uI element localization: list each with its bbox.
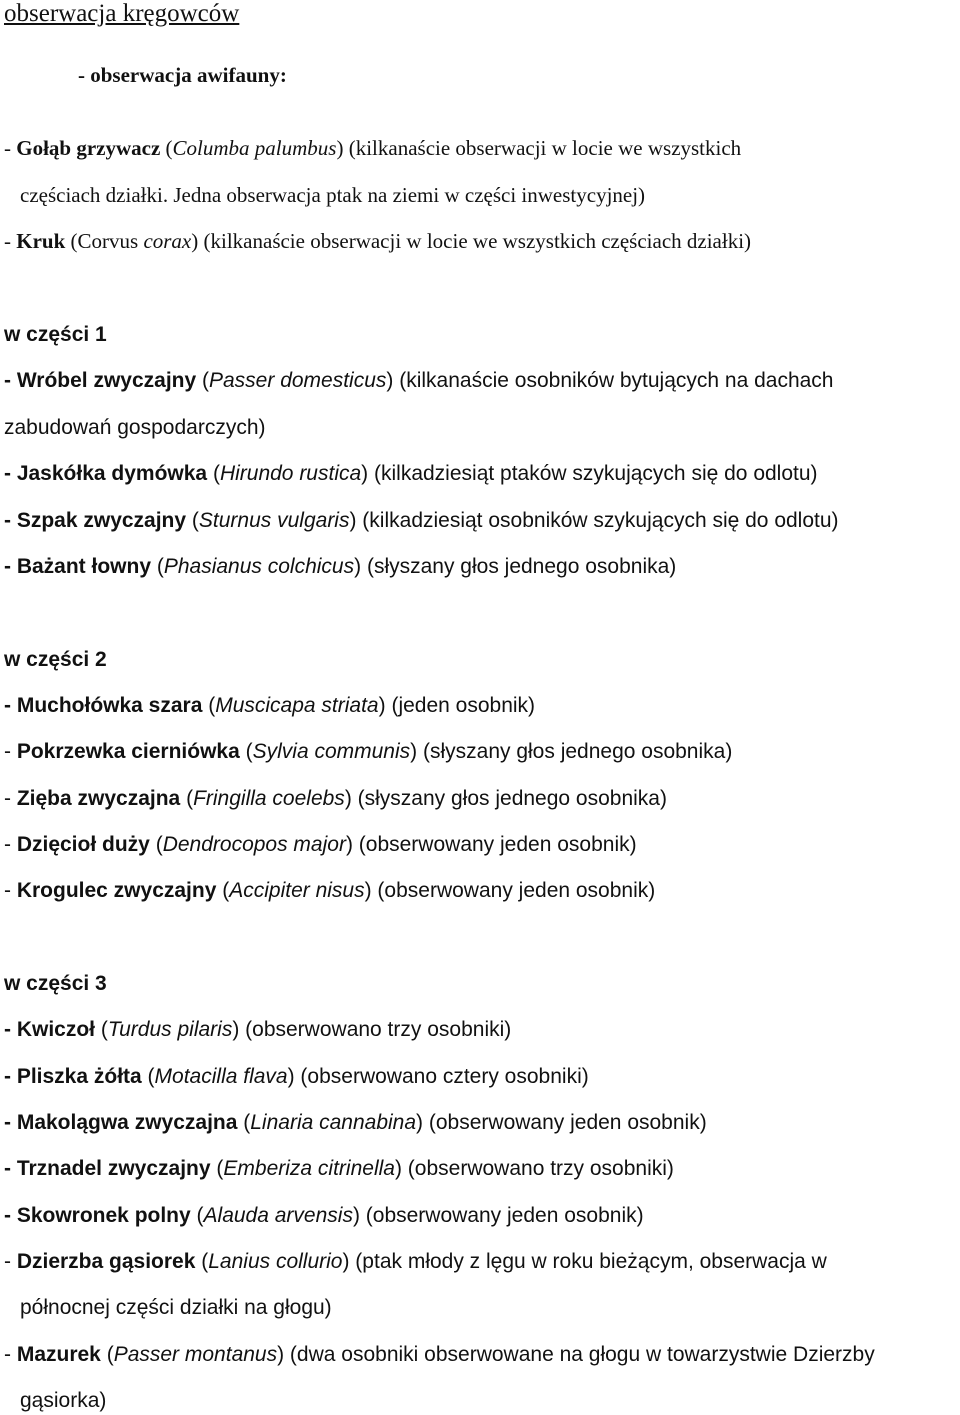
species-entry — [4, 831, 637, 859]
species-name: Dzierzba gąsiorek — [16, 1250, 196, 1273]
species-name: Muchołówka szara — [16, 694, 203, 717]
species-name: Wróbel zwyczajny — [16, 369, 197, 392]
species-name: Pokrzewka cierniówka — [16, 740, 240, 763]
species-entry — [4, 1341, 875, 1369]
entry-note: ) (obserwowano trzy osobniki) — [232, 1018, 512, 1041]
entry-paren-open: ( — [207, 462, 220, 485]
entry-dash: - — [4, 879, 17, 902]
entry-note: ) (kilkadziesiąt ptaków szykujących się do odlotu) — [361, 462, 818, 485]
species-name: Kwiczoł — [16, 1018, 96, 1041]
entry-continuation: częściach działki. Jedna obserwacja ptak na ziemi w części inwestycyjnej) — [20, 183, 646, 207]
entry-dash: - — [4, 740, 17, 763]
species-entry — [4, 507, 839, 535]
entry-paren-open: ( — [160, 136, 173, 160]
species-entry — [4, 738, 732, 766]
entry-dash: - — [4, 229, 17, 253]
species-entry — [4, 1202, 644, 1230]
species-name: Zięba zwyczajna — [16, 787, 181, 810]
latin-name: Sturnus vulgaris — [198, 509, 350, 532]
latin-name: Motacilla flava — [154, 1065, 288, 1088]
entry-dash: - — [4, 694, 17, 717]
entry-dash: - — [4, 1157, 17, 1180]
species-entry — [4, 1016, 511, 1044]
entry-note: ) (jeden osobnik) — [378, 694, 536, 717]
latin-name: Sylvia communis — [252, 740, 411, 763]
entry-note: ) (obserwowany jeden osobnik) — [345, 833, 637, 856]
latin-name: Emberiza citrinella — [223, 1157, 395, 1180]
entry-paren-open: ( — [151, 555, 164, 578]
entry-dash: - — [4, 787, 17, 810]
entry-note: ) (słyszany głos jednego osobnika) — [354, 555, 677, 578]
entry-dash: - — [4, 136, 17, 160]
species-entry — [4, 1063, 589, 1091]
entry-dash: - — [4, 1343, 17, 1366]
entry-paren-open: ( — [95, 1018, 108, 1041]
entry-dash: - — [4, 1204, 17, 1227]
latin-name: corax — [143, 229, 192, 253]
entry-paren-open: ( — [100, 1343, 114, 1366]
entry-dash: - — [4, 1111, 17, 1134]
entry-paren-open: ( — [237, 1111, 251, 1134]
species-name: Trznadel zwyczajny — [16, 1157, 211, 1180]
species-name: Kruk — [16, 229, 66, 253]
latin-name: Linaria cannabina — [250, 1111, 417, 1134]
entry-note: ) (kilkanaście obserwacji w locie we wszystkich częściach działki) — [191, 229, 752, 253]
entry-paren-open: ( — [186, 509, 199, 532]
species-entry — [4, 367, 833, 395]
entry-dash: - — [4, 833, 17, 856]
entry-paren-open: ( — [216, 879, 230, 902]
entry-dash: - — [4, 1018, 17, 1041]
species-entry — [4, 1248, 827, 1276]
entry-paren-open: ( — [196, 369, 209, 392]
latin-name: Dendrocopos major — [162, 833, 346, 856]
latin-name: Phasianus colchicus — [163, 555, 355, 578]
latin-name: Columba palumbus — [172, 136, 337, 160]
species-name: Makolągwa zwyczajna — [16, 1111, 238, 1134]
species-name: Jaskółka dymówka — [16, 462, 208, 485]
species-name: Mazurek — [16, 1343, 101, 1366]
species-entry — [4, 1109, 707, 1137]
species-entry — [4, 785, 667, 813]
species-name: Szpak zwyczajny — [16, 509, 187, 532]
entry-paren-open: ( — [149, 833, 163, 856]
entry-note: ) (obserwowany jeden osobnik) — [416, 1111, 707, 1134]
species-entry — [4, 460, 818, 488]
species-name: Skowronek polny — [16, 1204, 191, 1227]
section-heading: w części 2 — [4, 648, 107, 671]
species-name: Krogulec zwyczajny — [16, 879, 217, 902]
entry-note: ) (kilkanaście obserwacji w locie we wszystkich — [336, 136, 742, 160]
entry-continuation: zabudowań gospodarczych) — [4, 416, 266, 439]
latin-name: Fringilla coelebs — [193, 787, 345, 810]
entry-note: ) (kilkadziesiąt osobników szykujących się do odlotu) — [349, 509, 839, 532]
entry-dash: - — [4, 509, 17, 532]
species-name: Dzięcioł duży — [16, 833, 150, 856]
species-entry — [4, 877, 655, 905]
entry-note: ) (obserwowano cztery osobniki) — [287, 1065, 589, 1088]
entry-paren-open: ( — [202, 694, 216, 717]
entry-note: ) (słyszany głos jednego osobnika) — [344, 787, 667, 810]
species-name: Pliszka żółta — [16, 1065, 142, 1088]
latin-name: Turdus pilaris — [107, 1018, 233, 1041]
species-entry — [4, 134, 741, 162]
entry-paren-open: ( — [190, 1204, 204, 1227]
entry-dash: - — [4, 1250, 17, 1273]
species-name: Bażant łowny — [16, 555, 152, 578]
entry-note: ) (dwa osobniki obserwowane na głogu w towarzystwie Dzierzby — [277, 1343, 875, 1366]
latin-name: Passer domesticus — [209, 369, 387, 392]
entry-paren-open: ( — [141, 1065, 155, 1088]
entry-paren-open: ( — [180, 787, 194, 810]
entry-dash: - — [4, 555, 17, 578]
entry-continuation: północnej części działki na głogu) — [20, 1296, 332, 1319]
entry-dash: - — [4, 1065, 17, 1088]
entry-note: ) (ptak młody z lęgu w roku bieżącym, obserwacja w — [342, 1250, 827, 1273]
latin-name: Accipiter nisus — [229, 879, 365, 902]
entry-dash: - — [4, 462, 17, 485]
section-heading: w części 1 — [4, 323, 107, 346]
species-entry — [4, 227, 751, 255]
species-entry — [4, 1155, 674, 1183]
entry-note: ) (słyszany głos jednego osobnika) — [410, 740, 733, 763]
latin-name: Muscicapa striata — [215, 694, 379, 717]
latin-name: Hirundo rustica — [219, 462, 362, 485]
latin-name: Passer montanus — [113, 1343, 278, 1366]
latin-name: Alauda arvensis — [203, 1204, 353, 1227]
species-entry — [4, 553, 676, 581]
entry-note: ) (obserwowany jeden osobnik) — [352, 1204, 644, 1227]
entry-paren-open: ( — [210, 1157, 224, 1180]
entry-paren-open: ( — [239, 740, 253, 763]
entry-note: ) (obserwowano trzy osobniki) — [394, 1157, 674, 1180]
entry-paren-open: (Corvus — [65, 229, 144, 253]
entry-continuation: gąsiorka) — [20, 1389, 107, 1412]
entry-note: ) (kilkanaście osobników bytujących na dachach — [386, 369, 834, 392]
latin-name: Lanius collurio — [208, 1250, 343, 1273]
entry-paren-open: ( — [195, 1250, 209, 1273]
species-entry — [4, 692, 535, 720]
document-subtitle: - obserwacja awifauny: — [78, 63, 287, 87]
document-title: obserwacja kręgowców — [4, 0, 240, 27]
section-heading: w części 3 — [4, 972, 107, 995]
entry-note: ) (obserwowany jeden osobnik) — [364, 879, 656, 902]
entry-dash: - — [4, 369, 17, 392]
species-name: Gołąb grzywacz — [16, 136, 161, 160]
